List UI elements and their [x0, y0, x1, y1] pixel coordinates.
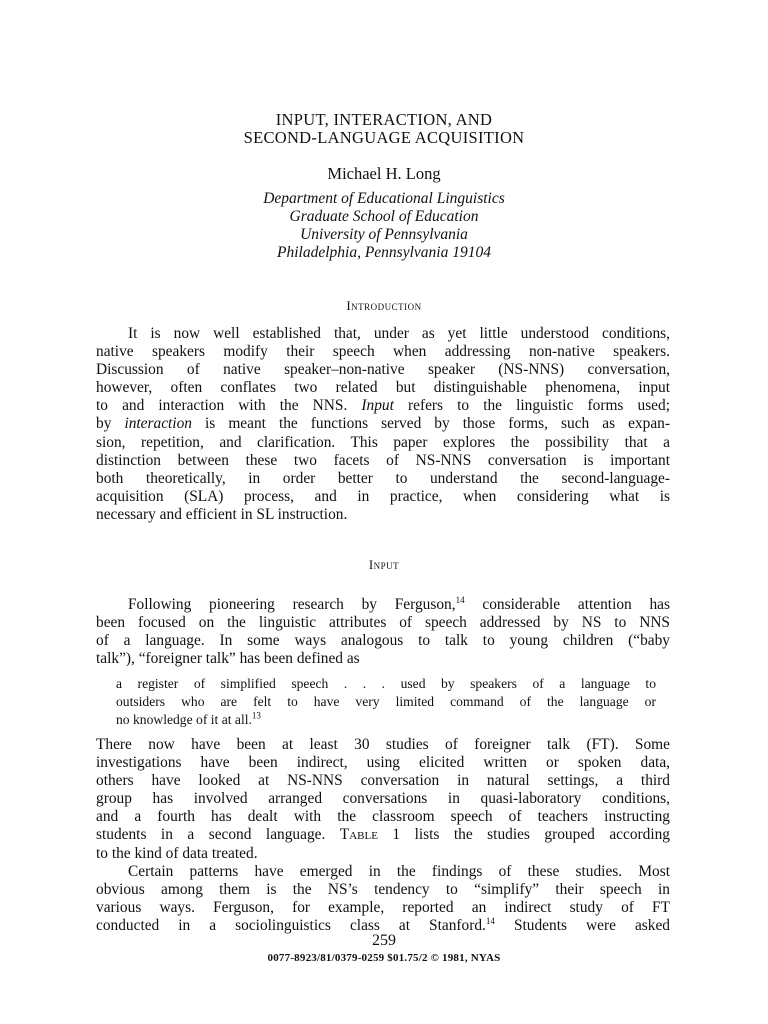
studies-paragraph [96, 736, 670, 935]
quote-line: a register of simplified speech . . . used by speakers of a language to [116, 676, 656, 691]
text-line: been focused on the linguistic attributes of speech addressed by NS to NNS [96, 614, 670, 632]
text-line: obvious among them is the NS’s tendency to “simplify” their speech in [96, 880, 670, 898]
text-line: of a language. In some ways analogous to talk to young children (“baby [96, 632, 670, 650]
text-line: sion, repetition, and clarification. This paper explores the possibility that a [96, 433, 670, 451]
text-run: Following pioneering research by Ferguson, [128, 596, 456, 613]
text-line: group has involved arranged conversations in quasi-laboratory conditions, [96, 790, 670, 808]
text-line: acquisition (SLA) process, and in practice, when considering what is [96, 487, 670, 505]
text-run: 1 lists the studies grouped according [377, 826, 670, 844]
footnote-ref: 14 [455, 594, 465, 605]
text-line: native speakers modify their speech when addressing non-native speakers. [96, 343, 670, 361]
term-interaction: interaction [124, 415, 192, 433]
affiliation-school: Graduate School of Education [289, 208, 479, 225]
section-heading-input: Input [368, 557, 400, 572]
text-line: various ways. Ferguson, for example, reported an indirect study of FT [96, 898, 670, 916]
text-line: both theoretically, in order better to understand the second-language- [96, 469, 670, 487]
text-line: Certain patterns have emerged in the findings of these studies. Most [128, 862, 670, 880]
text-line [96, 415, 670, 433]
footnote-ref: 14 [485, 915, 495, 926]
text-run: conducted in a sociolinguistics class at Stanford. [96, 916, 486, 934]
page-number: 259 [372, 932, 396, 949]
text-line [96, 826, 670, 844]
text-run: no knowledge of it at all. [116, 712, 252, 728]
text-line: necessary and efficient in SL instruction. [96, 505, 348, 523]
text-run: considerable attention has [464, 596, 670, 613]
text-run: students in a second language. [96, 826, 340, 844]
table-reference: Table [339, 826, 378, 844]
footnote-ref: 13 [251, 710, 261, 721]
text-run: Students were asked [494, 916, 670, 934]
text-run: by [96, 415, 125, 433]
text-line: Discussion of native speaker–non-native speaker (NS-NNS) conversation, [96, 361, 670, 379]
term-input: Input [361, 397, 394, 415]
input-paragraph [96, 596, 670, 668]
paper-title-line-1: INPUT, INTERACTION, AND [275, 110, 493, 129]
text-line: distinction between these two facets of NS-NNS conversation is important [96, 451, 670, 469]
text-run: is meant the functions served by those forms, such as expan- [191, 415, 670, 433]
text-line: There now have been at least 30 studies of foreigner talk (FT). Some [96, 736, 670, 753]
affiliation-department: Department of Educational Linguistics [263, 190, 505, 207]
text-line: however, often conflates two related but distinguishable phenomena, input [96, 379, 670, 397]
section-heading-introduction: Introduction [346, 298, 422, 313]
affiliation-address: Philadelphia, Pennsylvania 19104 [277, 244, 491, 261]
text-line: investigations have been indirect, using elicited written or spoken data, [96, 754, 670, 772]
text-line [96, 596, 670, 614]
text-line: talk”), “foreigner talk” has been defined as [96, 650, 360, 668]
text-line: and a fourth has dealt with the classroom speech of teachers instructing [96, 808, 670, 826]
text-line: others have looked at NS-NNS conversation in natural settings, a third [96, 772, 670, 790]
text-run: to and interaction with the NNS. [96, 397, 362, 415]
introduction-paragraph [96, 325, 670, 524]
text-line [96, 397, 670, 415]
affiliation-university: University of Pennsylvania [300, 226, 468, 243]
text-run: refers to the linguistic forms used; [393, 397, 670, 415]
author-name: Michael H. Long [327, 164, 441, 183]
copyright-footer: 0077-8923/81/0379-0259 $01.75/2 © 1981, NYAS [267, 952, 501, 964]
text-line: It is now well established that, under as yet little understood conditions, [128, 325, 670, 342]
quote-line: outsiders who are felt to have very limited command of the language or [116, 694, 656, 710]
text-line: to the kind of data treated. [96, 844, 258, 862]
paper-title-line-2: SECOND-LANGUAGE ACQUISITION [243, 128, 525, 147]
quote-line [116, 712, 656, 730]
author-affiliation [0, 190, 768, 262]
block-quote [116, 676, 656, 730]
